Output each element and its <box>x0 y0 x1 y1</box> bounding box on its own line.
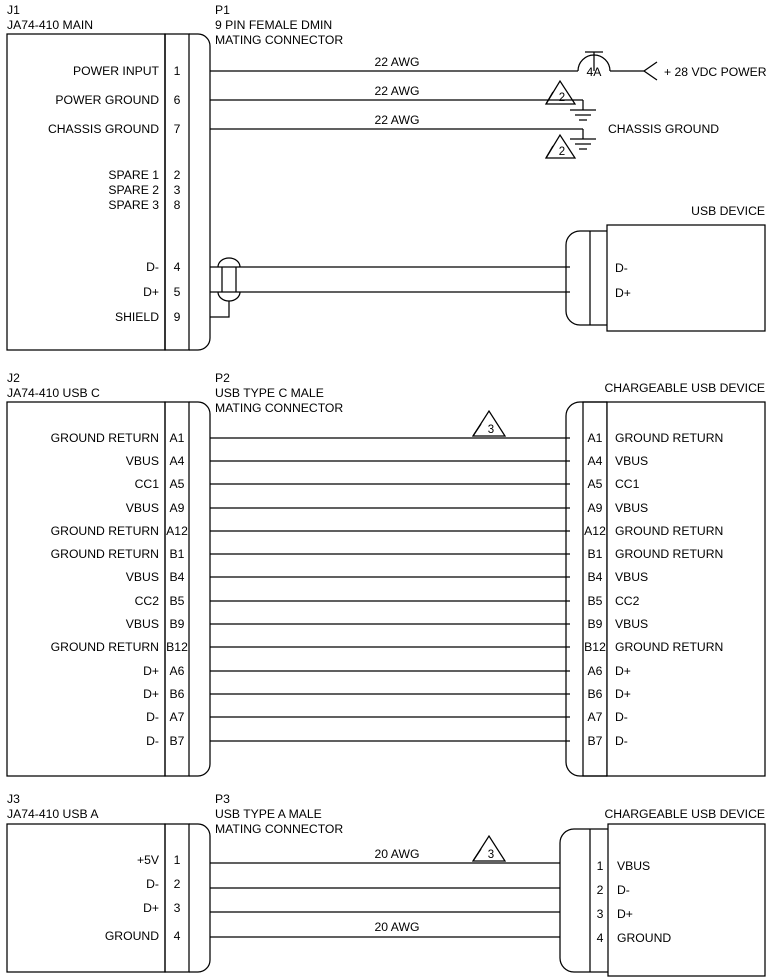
j2-pin-9: B12 <box>166 640 188 654</box>
j3-signal-3: GROUND <box>104 929 159 943</box>
j2-signal-0: GROUND RETURN <box>50 431 159 445</box>
j1-pin-3: 2 <box>173 168 181 182</box>
j3-pin-column <box>165 824 189 972</box>
j3-title-label: JA74-410 USB A <box>7 807 99 821</box>
j3-signal-2: D+ <box>143 901 159 915</box>
flag-note-3-usba-label: 3 <box>487 849 495 861</box>
j3-signal-0: +5V <box>136 853 159 867</box>
usbc-device-signal-10: D+ <box>615 664 631 678</box>
p1-connector-shell <box>189 34 210 350</box>
usba-device-pin-3: 4 <box>596 931 604 945</box>
usb-device-pin-0: D- <box>615 261 628 275</box>
j1-signal-1: POWER GROUND <box>55 93 159 107</box>
j1-pin-8: 9 <box>173 310 181 324</box>
usbc-device-signal-12: D- <box>615 710 628 724</box>
j3-pin-0: 1 <box>173 853 181 867</box>
flag-note-3-usbc-label: 3 <box>487 424 495 436</box>
j2-signal-10: D+ <box>143 664 159 678</box>
j2-pin-5: B1 <box>169 547 185 561</box>
j2-signal-2: CC1 <box>134 477 159 491</box>
power-source-terminal-icon <box>644 62 657 80</box>
usba-device-pin-2: 3 <box>596 907 604 921</box>
usba-device-pin-0: 1 <box>596 859 604 873</box>
j1-pin-4: 3 <box>173 183 181 197</box>
usbc-device-signal-0: GROUND RETURN <box>615 431 724 445</box>
j2-signal-12: D- <box>146 710 159 724</box>
j2-pin-13: B7 <box>169 734 185 748</box>
j2-pin-6: B4 <box>169 570 185 584</box>
p2-line2-label: MATING CONNECTOR <box>215 401 344 415</box>
j2-signal-5: GROUND RETURN <box>50 547 159 561</box>
section-usba <box>7 792 765 976</box>
usbc-device-signal-11: D+ <box>615 687 631 701</box>
usba-device-signal-3: GROUND <box>617 931 672 945</box>
usb-device-pin-1: D+ <box>615 286 631 300</box>
section-usbc <box>7 371 765 776</box>
usbc-device-title: CHARGEABLE USB DEVICE <box>604 381 765 395</box>
fuse-icon <box>578 52 644 79</box>
flag-note-3-usba <box>473 836 505 861</box>
j2-signal-13: D- <box>146 734 159 748</box>
usb-device-box <box>607 225 765 331</box>
usba-wire-label-0: 20 AWG <box>374 847 420 861</box>
j2-title-label: JA74-410 USB C <box>7 386 100 400</box>
j2-pin-1: A4 <box>169 454 185 468</box>
j1-title-label: JA74-410 MAIN <box>7 18 94 32</box>
j1-ref-label: J1 <box>7 3 20 17</box>
usbc-device-signal-4: GROUND RETURN <box>615 524 724 538</box>
p2-ref-label: P2 <box>215 371 230 385</box>
usbc-device-pin-1: A4 <box>587 454 603 468</box>
usba-device-connector-shell <box>560 829 608 972</box>
j1-signal-0: POWER INPUT <box>73 64 159 78</box>
j2-pin-2: A5 <box>169 477 185 491</box>
j1-pin-2: 7 <box>173 122 181 136</box>
j1-signal-8: SHIELD <box>114 310 159 324</box>
flag-note-2-lower-label: 2 <box>558 146 566 158</box>
usba-device-pin-1: 2 <box>596 883 604 897</box>
usba-device-signal-2: D+ <box>617 907 633 921</box>
j2-pin-3: A9 <box>169 501 185 515</box>
usbc-device-signal-5: GROUND RETURN <box>615 547 724 561</box>
p2-connector-shell <box>189 402 210 776</box>
usb-device-connector-shell <box>566 231 607 325</box>
usbc-device-pin-4: A12 <box>584 524 606 538</box>
j2-signal-3: VBUS <box>125 501 159 515</box>
p1-ref-label: P1 <box>215 3 230 17</box>
j2-pin-11: B6 <box>169 687 185 701</box>
section-main <box>7 3 767 350</box>
j2-signal-4: GROUND RETURN <box>50 524 159 538</box>
j2-signal-8: VBUS <box>125 617 159 631</box>
usbc-device-signal-6: VBUS <box>615 570 649 584</box>
j2-signal-7: CC2 <box>134 594 159 608</box>
usbc-device-signal-3: VBUS <box>615 501 649 515</box>
j3-body-box <box>7 824 165 972</box>
wire-label-awg-0: 22 AWG <box>374 55 420 69</box>
usbc-device-pin-11: B6 <box>587 687 603 701</box>
usbc-device-pin-2: A5 <box>587 477 603 491</box>
p1-line2-label: MATING CONNECTOR <box>215 33 344 47</box>
j2-pin-10: A6 <box>169 664 185 678</box>
usbc-device-signal-2: CC1 <box>615 477 640 491</box>
j1-pin-7: 5 <box>173 285 181 299</box>
usbc-device-signal-7: CC2 <box>615 594 640 608</box>
wire-shield-drain <box>210 301 229 317</box>
power-source-label: + 28 VDC POWER <box>664 65 767 79</box>
usba-device-signal-0: VBUS <box>617 859 651 873</box>
usbc-device-pin-10: A6 <box>587 664 603 678</box>
wire-label-awg-2: 22 AWG <box>374 113 420 127</box>
j2-signal-9: GROUND RETURN <box>50 640 159 654</box>
usbc-device-pin-7: B5 <box>587 594 603 608</box>
chassis-ground-label: CHASSIS GROUND <box>608 122 720 136</box>
usbc-device-pin-9: B12 <box>584 640 606 654</box>
j3-pin-2: 3 <box>173 901 181 915</box>
usba-device-box <box>608 824 765 976</box>
usbc-device-pin-6: B4 <box>587 570 603 584</box>
usba-wire-label-1: 20 AWG <box>374 920 420 934</box>
usbc-device-signal-13: D- <box>615 734 628 748</box>
usbc-device-pin-5: B1 <box>587 547 603 561</box>
usbc-device-pin-3: A9 <box>587 501 603 515</box>
fuse-rating-label: 4A <box>586 65 602 79</box>
j1-signal-7: D+ <box>143 285 159 299</box>
flag-note-2-upper-label: 2 <box>558 92 566 104</box>
usb-device-title: USB DEVICE <box>691 204 765 218</box>
j3-signal-1: D- <box>146 877 159 891</box>
p3-connector-shell <box>189 824 210 972</box>
p3-line2-label: MATING CONNECTOR <box>215 822 344 836</box>
p3-ref-label: P3 <box>215 792 230 806</box>
j3-pin-1: 2 <box>173 877 181 891</box>
j1-signal-4: SPARE 2 <box>108 183 159 197</box>
j2-signal-6: VBUS <box>125 570 159 584</box>
usbc-device-signal-8: VBUS <box>615 617 649 631</box>
j1-pin-1: 6 <box>173 93 181 107</box>
j1-pin-5: 8 <box>173 198 181 212</box>
usbc-device-pin-8: B9 <box>587 617 603 631</box>
usbc-device-pin-0: A1 <box>587 431 603 445</box>
p1-line1-label: 9 PIN FEMALE DMIN <box>215 18 333 32</box>
j1-signal-6: D- <box>146 260 159 274</box>
j2-signal-1: VBUS <box>125 454 159 468</box>
j1-signal-3: SPARE 1 <box>108 168 159 182</box>
j2-pin-7: B5 <box>169 594 185 608</box>
j2-pin-8: B9 <box>169 617 185 631</box>
shielded-pair-icon <box>218 258 240 301</box>
usbc-device-signal-9: GROUND RETURN <box>615 640 724 654</box>
j1-signal-2: CHASSIS GROUND <box>47 122 159 136</box>
j2-pin-0: A1 <box>169 431 185 445</box>
usbc-device-pin-13: B7 <box>587 734 603 748</box>
j2-signal-11: D+ <box>143 687 159 701</box>
p2-line1-label: USB TYPE C MALE <box>215 386 324 400</box>
j1-pin-6: 4 <box>173 260 181 274</box>
usbc-device-pin-12: A7 <box>587 710 603 724</box>
j2-pin-4: A12 <box>166 524 188 538</box>
wire-label-awg-1: 22 AWG <box>374 84 420 98</box>
usba-device-title: CHARGEABLE USB DEVICE <box>604 807 765 821</box>
usbc-device-signal-1: VBUS <box>615 454 649 468</box>
j3-pin-3: 4 <box>173 929 181 943</box>
j3-ref-label: J3 <box>7 792 20 806</box>
j2-pin-12: A7 <box>169 710 185 724</box>
chassis-ground-icon <box>570 129 596 149</box>
usba-device-signal-1: D- <box>617 883 630 897</box>
p3-line1-label: USB TYPE A MALE <box>215 807 322 821</box>
j2-ref-label: J2 <box>7 371 20 385</box>
j1-signal-5: SPARE 3 <box>108 198 159 212</box>
flag-note-3-usbc <box>473 411 505 436</box>
j1-pin-0: 1 <box>173 64 181 78</box>
